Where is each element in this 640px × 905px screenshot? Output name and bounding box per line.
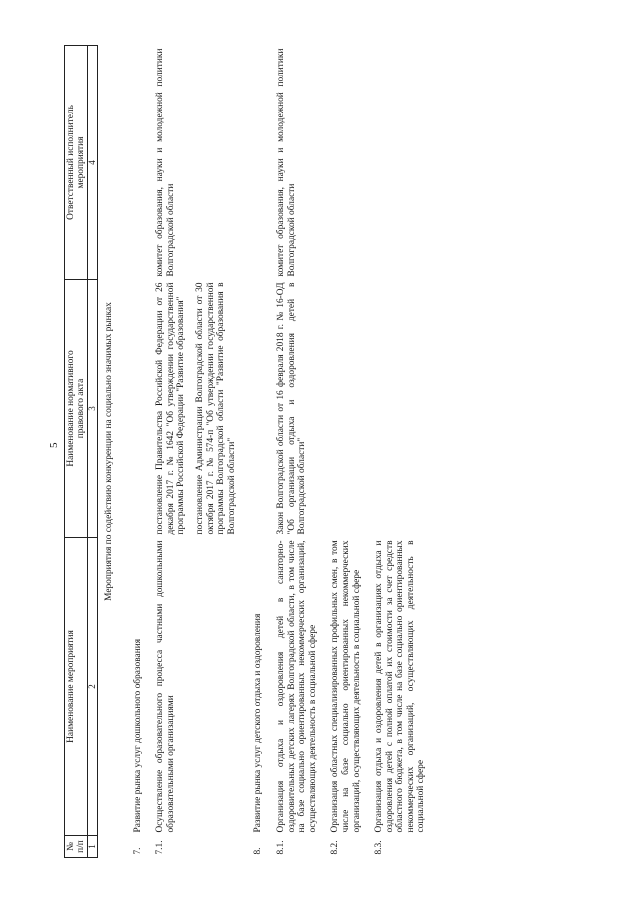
header-executor: Ответственный исполнитель мероприятия bbox=[65, 46, 88, 280]
row-executor: комитет образования, науки и молодежной политики Волгоградской области bbox=[155, 48, 176, 277]
table-row bbox=[370, 46, 435, 858]
row-measure: Организация областных специализированных профильных смен, в том числе на базе социально ориентированных некоммерческих организаций, осуществляющих деятельность в социальной сфере bbox=[330, 540, 362, 833]
header-measure: Наименование мероприятия bbox=[65, 538, 88, 836]
section-title: Мероприятия по содействию конкуренции на социально значимых рынках bbox=[104, 302, 114, 601]
row-section-title: Развитие рынка услуг дошкольного образования bbox=[132, 638, 143, 833]
row-section-title: Развитие рынка услуг детского отдыха и оздоровления bbox=[253, 613, 264, 833]
table-row bbox=[326, 46, 370, 858]
table-row bbox=[125, 46, 152, 858]
row-executor bbox=[370, 46, 435, 280]
row-num: 8.3. bbox=[374, 840, 385, 855]
header-act: Наименование нормативного правового акта bbox=[65, 280, 88, 538]
act-paragraph: постановление Правительства Российской Федерации от 26 декабря 2017 г. № 1642 "Об утверждении государственной программы Российской Федерации "Развитие образования" bbox=[155, 282, 187, 535]
page-number: 5 bbox=[48, 442, 60, 448]
col-number-4: 4 bbox=[88, 46, 98, 280]
row-num: 7. bbox=[132, 847, 143, 855]
row-measure: Осуществление образовательного процесса частными дошкольными образовательными организациями bbox=[155, 540, 176, 833]
row-measure: Организация отдыха и оздоровления детей в организациях отдыха и оздоровления детей с полной оплатой их стоимости за счет средств областного бюджета, в том числе на базе социально ориентированных некоммерческих организаций, осуществляющих деятельность в социальной сфере bbox=[374, 540, 427, 833]
row-executor bbox=[326, 46, 370, 280]
col-number-3: 3 bbox=[88, 280, 98, 538]
row-num: 8.1. bbox=[275, 840, 286, 855]
row-act: Закон Волгоградской области от 16 февраля 2018 г. № 16-ОД "Об организации отдыха и оздоровления детей в Волгоградской области" bbox=[275, 282, 308, 535]
col-number-1: 1 bbox=[88, 836, 98, 858]
row-act bbox=[151, 280, 245, 538]
table-row bbox=[245, 46, 272, 858]
row-num: 8. bbox=[253, 847, 264, 855]
measures-table bbox=[64, 45, 435, 858]
table-row bbox=[272, 46, 326, 858]
row-act bbox=[370, 280, 435, 538]
table-row bbox=[151, 46, 245, 858]
act-paragraph: постановление Администрации Волгоградской области от 30 октября 2017 г. № 574-п "Об утверждении государственной программы Волгоградской области "Развитие образования в Волгоградской области" bbox=[194, 282, 237, 535]
row-act bbox=[326, 280, 370, 538]
row-executor: комитет образования, науки и молодежной политики Волгоградской области bbox=[275, 48, 297, 277]
row-num: 7.1. bbox=[155, 840, 166, 855]
header-num: № п/п bbox=[65, 836, 88, 858]
col-number-2: 2 bbox=[88, 538, 98, 836]
table-header bbox=[65, 46, 98, 858]
row-num: 8.2. bbox=[330, 840, 341, 855]
row-measure: Организация отдыха и оздоровления детей в санаторно-оздоровительных детских лагерях Волгоградской области, в том числе на базе социально ориентированных некоммерческих организаций, осуществляющих деятельность в социальной сфере bbox=[275, 540, 318, 833]
rotated-page-content bbox=[64, 46, 552, 858]
